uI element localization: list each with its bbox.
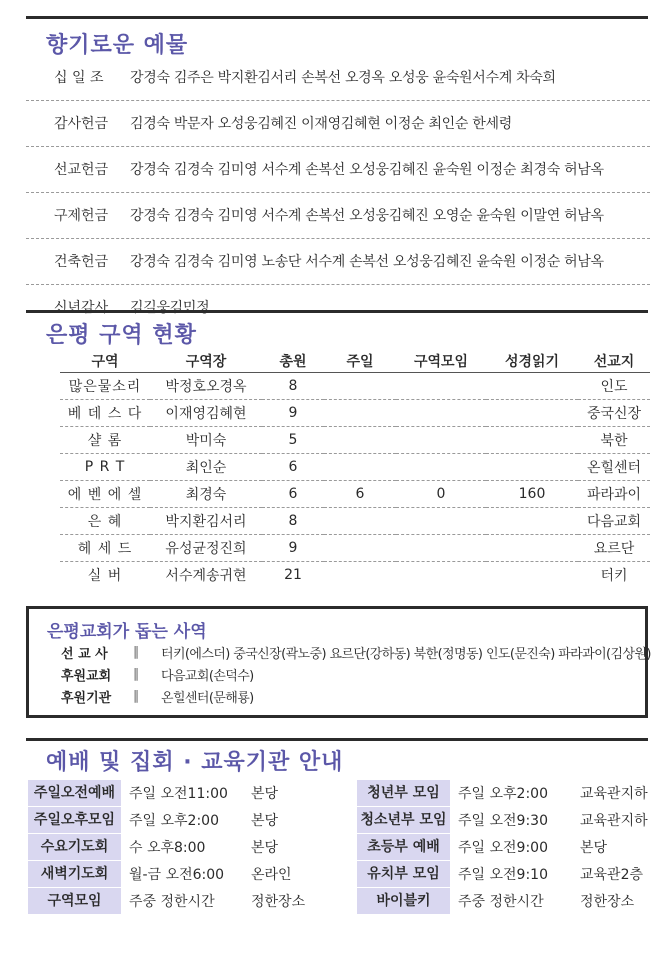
district-header-cell: 구역모임	[396, 350, 486, 373]
district-cell: 은 혜	[60, 508, 150, 535]
district-cell	[486, 562, 578, 589]
district-cell	[324, 454, 396, 481]
mission-row	[61, 685, 254, 707]
district-cell: 서수계송귀현	[165, 568, 247, 584]
worship-label: 주일오전예배	[28, 780, 121, 806]
district-row	[60, 454, 650, 481]
worship-time: 수 오후8:00	[129, 840, 206, 856]
offering-label: 건축헌금	[54, 254, 109, 270]
worship-row-right	[357, 888, 665, 914]
district-cell	[486, 400, 578, 427]
worship-label: 주일오후모임	[28, 807, 121, 833]
offering-names: 강경숙 김주은 박지환김서리 손복선 오경옥 오성웅 윤숙원서수계 차숙희	[130, 70, 556, 86]
worship-row-right	[357, 780, 665, 806]
district-cell: 실 버	[87, 568, 123, 584]
district-cell: 많은물소리	[60, 373, 150, 400]
district-cell: 0	[396, 481, 486, 508]
offering-label: 십 일 조	[54, 70, 104, 86]
district-cell	[324, 427, 396, 454]
worship-label: 구역모임	[28, 888, 121, 914]
district-cell: 박정호오경옥	[150, 373, 262, 400]
mission-row	[61, 663, 254, 685]
mission-box	[26, 606, 651, 718]
district-cell	[486, 373, 578, 400]
district-cell: 터키	[600, 568, 628, 584]
offering-row	[26, 146, 650, 193]
worship-time: 주일 오후2:00	[458, 786, 548, 802]
offering-names: 김길웅김민정	[130, 300, 210, 316]
worship-place: 본당	[251, 840, 279, 856]
worship-label: 초등부 예배	[357, 834, 450, 860]
offering-names: 강경숙 김경숙 김미영 서수계 손복선 오성웅김혜진 윤숙원 이정순 최경숙 허남옥	[130, 162, 604, 178]
worship-row-left	[28, 834, 341, 860]
worship-place: 본당	[251, 786, 279, 802]
district-top-rule	[26, 310, 648, 313]
worship-label: 유치부 모임	[357, 861, 450, 887]
district-cell: 샬 롬	[60, 427, 150, 454]
district-cell	[324, 508, 396, 535]
district-cell: 최인순	[150, 454, 262, 481]
district-title: 은평 구역 현황	[46, 323, 197, 348]
district-cell	[396, 508, 486, 535]
district-table	[60, 350, 650, 588]
worship-row-right	[357, 834, 665, 860]
district-cell: 6	[262, 454, 324, 481]
district-row	[60, 427, 650, 454]
district-row	[60, 535, 650, 562]
district-cell: 박지환김서리	[150, 508, 262, 535]
worship-row-left	[28, 780, 341, 806]
mission-title: 은평교회가 돕는 사역	[47, 622, 207, 642]
offering-row	[26, 238, 650, 285]
district-cell: 인도	[578, 373, 650, 400]
worship-time: 주일 오전9:00	[458, 840, 548, 856]
district-cell: 파라과이	[578, 481, 650, 508]
district-cell: 8	[262, 373, 324, 400]
worship-label: 바이블키	[357, 888, 450, 914]
offering-row	[26, 54, 650, 101]
offerings-top-rule	[26, 16, 648, 19]
offering-label: 신년감사	[54, 300, 109, 316]
worship-row-left	[28, 861, 341, 887]
offerings-title: 향기로운 예물	[46, 33, 189, 58]
offering-names: 강경숙 김경숙 김미영 노송단 서수계 손복선 오성웅김혜진 윤숙원 이정순 허남옥	[130, 254, 604, 270]
district-cell: 온힐센터	[578, 454, 650, 481]
district-cell	[396, 427, 486, 454]
worship-place: 본당	[580, 840, 608, 856]
worship-row-right	[357, 861, 665, 887]
worship-place: 본당	[251, 813, 279, 829]
district-cell	[324, 373, 396, 400]
worship-time: 주일 오전9:10	[458, 867, 548, 883]
worship-label: 청년부 모임	[357, 780, 450, 806]
district-cell	[324, 562, 396, 589]
worship-place: 정한장소	[580, 894, 635, 910]
mission-value: 온힐센터(문해룡)	[161, 690, 254, 706]
district-cell	[396, 562, 486, 589]
district-header-cell: 성경읽기	[486, 350, 578, 373]
worship-place: 교육관2층	[580, 867, 644, 883]
worship-time: 주중 정한시간	[129, 894, 215, 910]
worship-label: 새벽기도회	[28, 861, 121, 887]
worship-title: 예배 및 집회 · 교육기관 안내	[46, 750, 344, 775]
district-cell: 헤 세 드	[60, 535, 150, 562]
district-cell: 이재영김혜현	[150, 400, 262, 427]
mission-separator: ∥	[133, 688, 140, 704]
worship-label: 수요기도회	[28, 834, 121, 860]
district-header-row	[60, 350, 650, 373]
mission-label: 후원교회	[61, 668, 112, 684]
district-cell: 6	[324, 481, 396, 508]
worship-time: 주일 오전9:30	[458, 813, 548, 829]
district-row	[60, 508, 650, 535]
district-row	[60, 400, 650, 427]
worship-top-rule	[26, 738, 648, 741]
district-cell: 요르단	[578, 535, 650, 562]
district-cell: 9	[262, 535, 324, 562]
offering-label: 선교헌금	[54, 162, 109, 178]
district-cell: 북한	[578, 427, 650, 454]
district-header-cell: 구역	[60, 350, 150, 373]
worship-place: 정한장소	[251, 894, 306, 910]
district-header-cell: 주일	[324, 350, 396, 373]
worship-place: 교육관지하	[580, 786, 648, 802]
district-row	[60, 481, 650, 508]
district-cell	[396, 400, 486, 427]
worship-place: 교육관지하	[580, 813, 648, 829]
mission-label: 후원기관	[61, 690, 112, 706]
mission-separator: ∥	[133, 666, 140, 682]
district-cell: 베 데 스 다	[60, 400, 150, 427]
district-cell	[324, 400, 396, 427]
district-cell: 에 벤 에 셀	[60, 481, 150, 508]
district-cell	[486, 508, 578, 535]
worship-time: 주중 정한시간	[458, 894, 544, 910]
district-cell: 유성균정진희	[150, 535, 262, 562]
mission-value: 다음교회(손덕수)	[161, 668, 254, 684]
offering-label: 감사헌금	[54, 116, 109, 132]
mission-row	[61, 641, 651, 663]
district-cell	[324, 535, 396, 562]
worship-time: 주일 오전11:00	[129, 786, 228, 802]
district-cell: 6	[262, 481, 324, 508]
district-cell	[486, 454, 578, 481]
district-cell: 21	[284, 567, 302, 583]
mission-label: 선 교 사	[61, 646, 108, 662]
offering-row	[26, 100, 650, 147]
worship-row-left	[28, 807, 341, 833]
worship-label: 청소년부 모임	[357, 807, 450, 833]
worship-time: 주일 오후2:00	[129, 813, 219, 829]
offering-label: 구제헌금	[54, 208, 109, 224]
worship-row-left	[28, 888, 341, 914]
district-header-cell: 선교지	[578, 350, 650, 373]
district-cell	[486, 427, 578, 454]
mission-value: 터키(에스더) 중국신장(곽노중) 요르단(강하동) 북한(정명동) 인도(문진숙) 파라과이(김상원)	[161, 646, 651, 662]
worship-place: 온라인	[251, 867, 292, 883]
district-row	[60, 562, 650, 589]
offering-names: 강경숙 김경숙 김미영 서수계 손복선 오성웅김혜진 오영순 윤숙원 이말연 허남옥	[130, 208, 604, 224]
district-cell: 중국신장	[578, 400, 650, 427]
district-cell: 160	[486, 481, 578, 508]
worship-row-right	[357, 807, 665, 833]
district-header-cell: 구역장	[150, 350, 262, 373]
district-cell: 9	[262, 400, 324, 427]
mission-separator: ∥	[133, 644, 140, 660]
district-row	[60, 373, 650, 400]
district-cell	[396, 535, 486, 562]
district-cell: P R T	[60, 454, 150, 481]
district-cell: 다음교회	[578, 508, 650, 535]
district-cell: 최경숙	[150, 481, 262, 508]
district-cell	[396, 373, 486, 400]
district-cell	[486, 535, 578, 562]
offering-row	[26, 192, 650, 239]
offering-names: 김경숙 박문자 오성웅김혜진 이재영김혜현 이정순 최인순 한세령	[130, 116, 512, 132]
worship-time: 월-금 오전6:00	[129, 867, 225, 883]
district-cell: 8	[262, 508, 324, 535]
district-cell	[396, 454, 486, 481]
district-header-cell: 총원	[262, 350, 324, 373]
district-cell: 박미숙	[150, 427, 262, 454]
district-cell: 5	[262, 427, 324, 454]
